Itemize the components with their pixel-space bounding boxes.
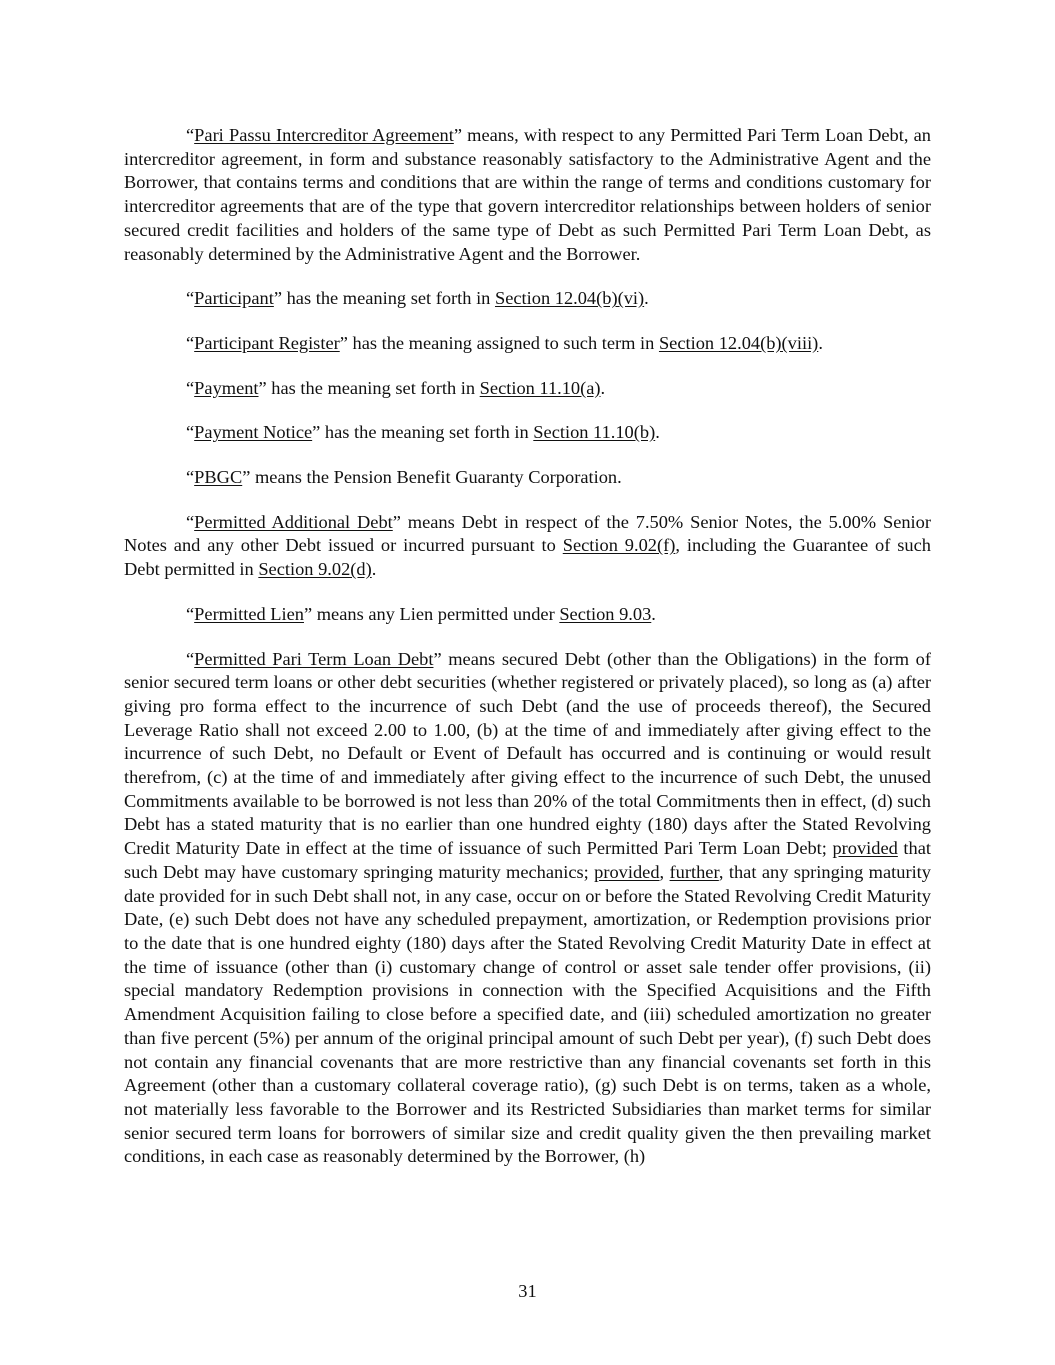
definition-text: “ [186,377,195,398]
definition-text: ” means secured Debt (other than the Obligations) in the form of senior secured term loans or other debt securities (whether registered or privately placed), so long as (a) after giving pro forma effect to the incurrence of such Debt (and the use of proceeds thereof), the Secured Leverage Ratio shall not exceed 2.00 to 1.00, (b) at the time of and immediately after giving effect to the incurrence of such Debt, no Default or Event of Default has occurred and is continuing or would result therefrom, (c) at the time of and immediately after giving effect to the incurrence of such Debt, the unused Commitments available to be borrowed is not less than 20% of the total Commitments then in effect, (d) such Debt has a stated maturity that is no earlier than one hundred eighty (180) days after the Stated Revolving Credit Maturity Date in effect at the time of issuance of such Permitted Pari Term Loan Debt; [124,648,931,859]
underlined-term: Section 9.02(d) [258,559,372,580]
definition-text: ” means the Pension Benefit Guaranty Corporation. [242,467,622,488]
definition-permitted-lien [124,603,931,627]
definition-text: , [659,861,670,882]
underlined-term: Payment [194,377,259,398]
definition-text: that such Debt may have customary springing maturity mechanics; [124,838,931,882]
underlined-term: Pari Passu Intercreditor Agreement [194,125,454,145]
underlined-term: Participant Register [194,332,340,353]
document-body [124,124,931,1190]
definition-text: ” means Debt in respect of the 7.50% Senior Notes, the 5.00% Senior Notes and any other Debt issued or incurred pursuant to [124,511,931,556]
underlined-term: Section 12.04(b)(vi) [494,288,645,309]
definition-text: , including the Guarantee of such Debt permitted in [124,535,931,580]
underlined-term: Payment Notice [194,422,313,443]
definition-text: ” means any Lien permitted under [303,603,560,624]
definition-pbgc [124,466,931,490]
definition-text: “ [186,125,195,145]
definition-text: “ [186,332,195,353]
underlined-term: Section 12.04(b)(viii) [658,332,819,353]
definition-text: , that any springing maturity date provided for in such Debt shall not, in any case, occur on or before the Stated Revolving Credit Maturity Date, (e) such Debt does not have any scheduled prepayment, amortization, or Redemption provisions prior to the date that is one hundred eighty (180) days after the Stated Revolving Credit Maturity Date in effect at the time of issuance (other than (i) customary change of control or asset sale tender offer provisions, (ii) special mandatory Redemption provisions in connection with the Specified Acquisitions and the Fifth Amendment Acquisition failing to close before a specified date, and (iii) scheduled amortization no greater than five percent (5%) per annum of the original principal amount of such Debt per year), (f) such Debt does not contain any financial covenants that are more restrictive than any financial covenants set forth in this Agreement (other than a customary collateral coverage ratio), (g) such Debt is on terms, taken as a whole, not materially less favorable to the Borrower and its Restricted Subsidiaries than market terms for similar senior secured term loans for borrowers of similar size and credit quality given the then prevailing market conditions, in each case as reasonably determined by the Borrower, (h) [124,861,931,1167]
underlined-term: Permitted Additional Debt [194,511,393,532]
underlined-term: Permitted Lien [194,603,304,624]
definition-text: ” has the meaning set forth in [273,288,495,309]
definition-permitted-pari-term-loan-debt [124,648,931,1169]
definition-text: . [651,603,656,624]
definition-payment [124,377,931,401]
definition-payment-notice [124,421,931,445]
underlined-term: further [669,861,719,882]
definition-text: . [655,422,660,443]
definition-text: “ [186,288,195,309]
underlined-term: Permitted Pari Term Loan Debt [194,648,434,669]
definition-text: ” has the meaning assigned to such term in [339,332,659,353]
underlined-term: PBGC [194,467,243,488]
definition-text: . [371,559,377,580]
definition-text: . [644,288,649,309]
definition-permitted-additional-debt [124,511,931,582]
definition-text: ” means, with respect to any Permitted Pari Term Loan Debt, an intercreditor agreement, in form and substance reasonably satisfactory to the Administrative Agent and the Borrower, that contains terms and conditions that are within the range of terms and conditions customary for intercreditor agreements that are of the type that govern intercreditor relationships between holders of senior secured credit facilities and holders of the same type of Debt as such Permitted Pari Term Loan Debt, as reasonably determined by the Administrative Agent and the Borrower. [124,125,931,264]
page-number: 31 [518,1281,537,1301]
underlined-term: Section 9.03 [559,603,652,624]
definition-text: . [818,332,823,353]
definition-text: . [600,377,606,398]
underlined-term: Section 9.02(f) [562,535,676,556]
definition-text: “ [186,511,195,532]
underlined-term: provided [594,861,660,882]
definition-text: “ [186,422,195,443]
underlined-term: Participant [194,288,274,309]
definition-text: “ [186,467,195,488]
definition-participant [124,287,931,311]
definition-participant-register [124,332,931,356]
underlined-term: Section 11.10(b) [533,422,656,443]
definition-pari-passu-intercreditor-agreement [124,124,931,266]
definition-text: “ [186,603,195,624]
underlined-term: provided [832,838,898,859]
definition-text: ” has the meaning set forth in [258,377,480,398]
definition-text: “ [186,648,195,669]
definition-text: ” has the meaning set forth in [312,422,534,443]
underlined-term: Section 11.10(a) [479,377,601,398]
